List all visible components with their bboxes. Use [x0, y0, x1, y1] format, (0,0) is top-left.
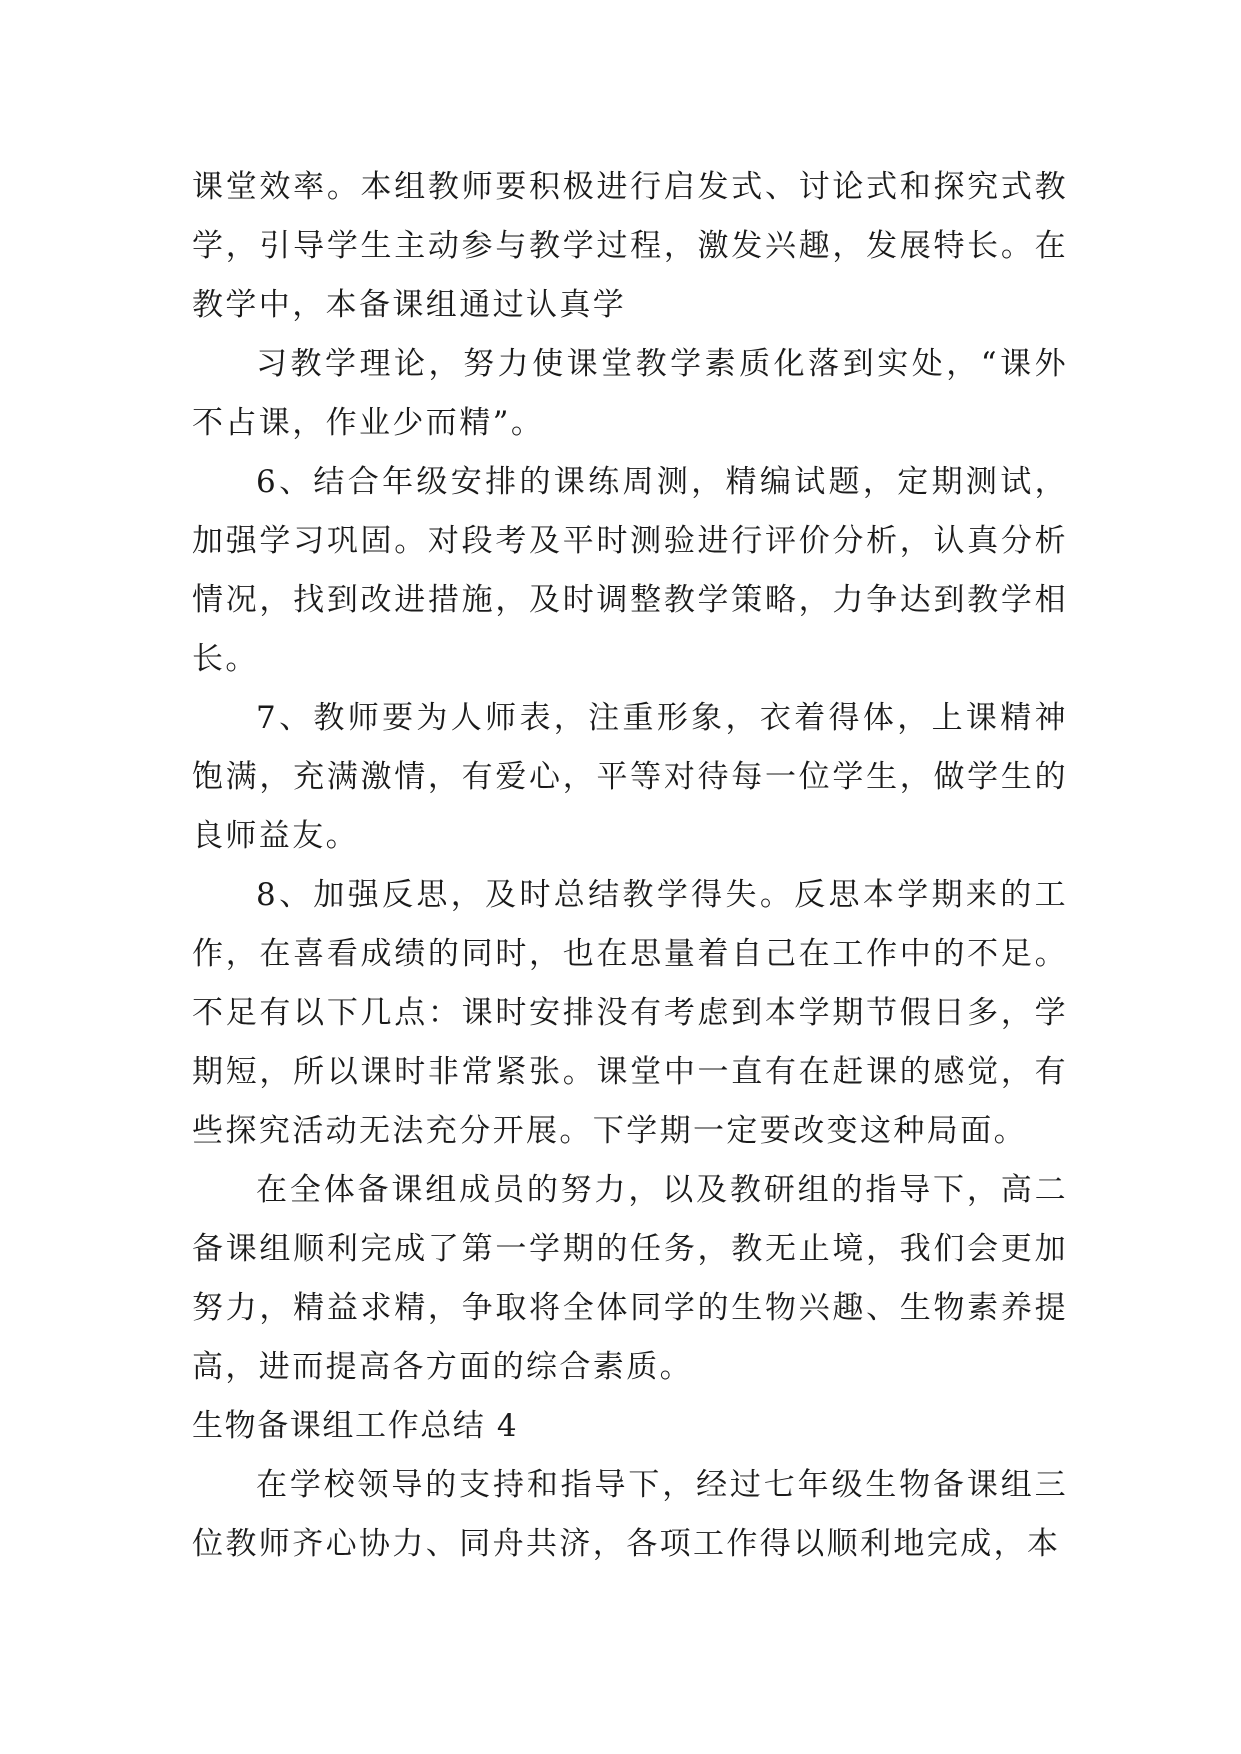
paragraph-item-7: 7、教师要为人师表，注重形象，衣着得体，上课精神饱满，充满激情，有爱心，平等对待每一位学生，做学生的良师益友。 — [192, 700, 1068, 854]
paragraph-section-4-intro: 在学校领导的支持和指导下，经过七年级生物备课组三位教师齐心协力、同舟共济，各项工作得以顺利地完成，本 — [192, 1467, 1068, 1562]
paragraph-conclusion: 在全体备课组成员的努力，以及教研组的指导下，高二备课组顺利完成了第一学期的任务，教无止境，我们会更加努力，精益求精，争取将全体同学的生物兴趣、生物素养提高，进而提高各方面的综合素质。 — [192, 1172, 1068, 1385]
paragraph-teaching-theory: 习教学理论，努力使课堂教学素质化落到实处，“课外不占课，作业少而精”。 — [192, 346, 1068, 441]
paragraph-item-8: 8、加强反思，及时总结教学得失。反思本学期来的工作，在喜看成绩的同时，也在思量着自己在工作中的不足。不足有以下几点：课时安排没有考虑到本学期节假日多，学期短，所以课时非常紧张。课堂中一直有在赶课的感觉，有些探究活动无法充分开展。下学期一定要改变这种局面。 — [192, 877, 1068, 1149]
paragraph-classroom-efficiency: 课堂效率。本组教师要积极进行启发式、讨论式和探究式教学，引导学生主动参与教学过程，激发兴趣，发展特长。在教学中，本备课组通过认真学 — [192, 169, 1068, 323]
section-heading: 生物备课组工作总结 4 — [192, 1408, 519, 1444]
paragraph-item-6: 6、结合年级安排的课练周测，精编试题，定期测试，加强学习巩固。对段考及平时测验进行评价分析，认真分析情况，找到改进措施，及时调整教学策略，力争达到教学相长。 — [192, 464, 1068, 677]
document-page — [192, 158, 1068, 1574]
